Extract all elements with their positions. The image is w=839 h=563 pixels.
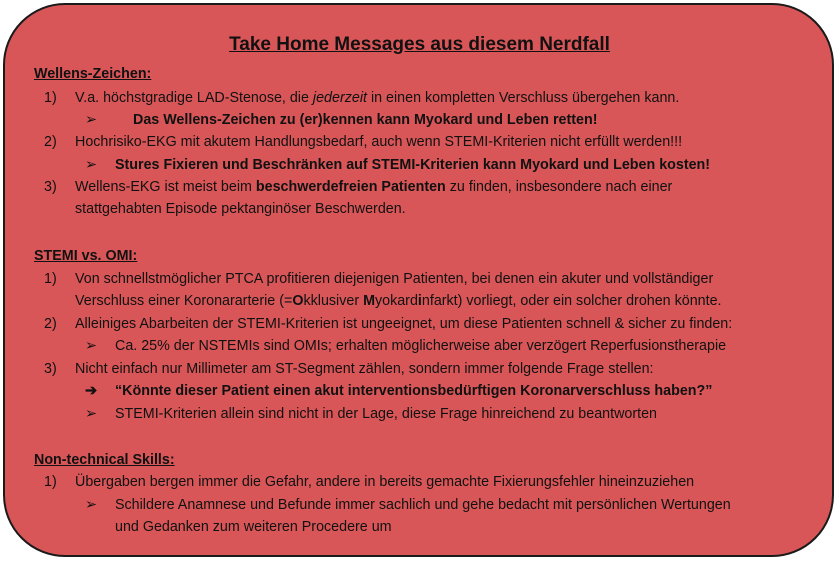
wellens-item-3-cont: stattgehabten Episode pektanginöser Beschwerden. bbox=[75, 201, 406, 217]
stemi-item-3: Nicht einfach nur Millimeter am ST-Segment zählen, sondern immer folgende Frage stellen: bbox=[75, 361, 654, 377]
section-heading-nontech: Non-technical Skills: bbox=[34, 452, 175, 468]
arrow-bullet-icon: ➢ bbox=[85, 406, 97, 422]
stemi-item-3-key-question: “Könnte dieser Patient einen akut interventionsbedürftigen Koronarverschluss haben?” bbox=[115, 383, 713, 399]
stemi-item-1: Von schnellstmöglicher PTCA profitieren diejenigen Patienten, bei denen ein akuter und vollständiger bbox=[75, 271, 714, 287]
nontech-item-1: Übergaben bergen immer die Gefahr, andere in bereits gemachte Fixierungsfehler hineinzuziehen bbox=[75, 474, 695, 490]
section-heading-stemi: STEMI vs. OMI: bbox=[34, 248, 138, 264]
item-number: 3) bbox=[44, 361, 57, 377]
arrow-bullet-icon: ➢ bbox=[85, 157, 97, 173]
nontech-item-1-sub: Schildere Anamnese und Befunde immer sachlich und gehe bedacht mit persönlichen Wertungen bbox=[115, 497, 731, 513]
wellens-item-1-sub: Das Wellens-Zeichen zu (er)kennen kann Myokard und Leben retten! bbox=[133, 112, 598, 128]
arrow-bullet-icon: ➢ bbox=[85, 497, 97, 513]
stemi-item-3-sub: STEMI-Kriterien allein sind nicht in der Lage, diese Frage hinreichend zu beantworten bbox=[115, 406, 657, 422]
item-number: 3) bbox=[44, 179, 57, 195]
item-number: 2) bbox=[44, 316, 57, 332]
arrow-bullet-icon: ➢ bbox=[85, 338, 97, 354]
item-number: 1) bbox=[44, 90, 57, 106]
arrow-bullet-icon: ➢ bbox=[85, 112, 97, 128]
item-number: 2) bbox=[44, 134, 57, 150]
nontech-item-1-sub-cont: und Gedanken zum weiteren Procedere um bbox=[115, 519, 392, 535]
page-title: Take Home Messages aus diesem Nerdfall bbox=[229, 34, 610, 55]
wellens-item-1: V.a. höchstgradige LAD-Stenose, die jederzeit in einen kompletten Verschluss übergehen kann. bbox=[75, 90, 680, 106]
stemi-item-2-sub: Ca. 25% der NSTEMIs sind OMIs; erhalten möglicherweise aber verzögert Reperfusionstherapie bbox=[115, 338, 727, 354]
item-number: 1) bbox=[44, 474, 57, 490]
stemi-item-1-cont: Verschluss einer Koronararterie (=Okklusiver Myokardinfarkt) vorliegt, oder ein solcher drohen könnte. bbox=[75, 293, 722, 309]
stemi-item-2: Alleiniges Abarbeiten der STEMI-Kriterien ist ungeeignet, um diese Patienten schnell & sicher zu finden: bbox=[75, 316, 733, 332]
wellens-item-2-sub: Stures Fixieren und Beschränken auf STEMI-Kriterien kann Myokard und Leben kosten! bbox=[115, 157, 711, 173]
wellens-item-2: Hochrisiko-EKG mit akutem Handlungsbedarf, auch wenn STEMI-Kriterien nicht erfüllt werden!!! bbox=[75, 134, 683, 150]
wellens-item-3: Wellens-EKG ist meist beim beschwerdefreien Patienten zu finden, insbesondere nach einer bbox=[75, 179, 673, 195]
section-heading-wellens: Wellens-Zeichen: bbox=[34, 66, 152, 82]
item-number: 1) bbox=[44, 271, 57, 287]
right-arrow-icon: ➔ bbox=[85, 383, 97, 399]
